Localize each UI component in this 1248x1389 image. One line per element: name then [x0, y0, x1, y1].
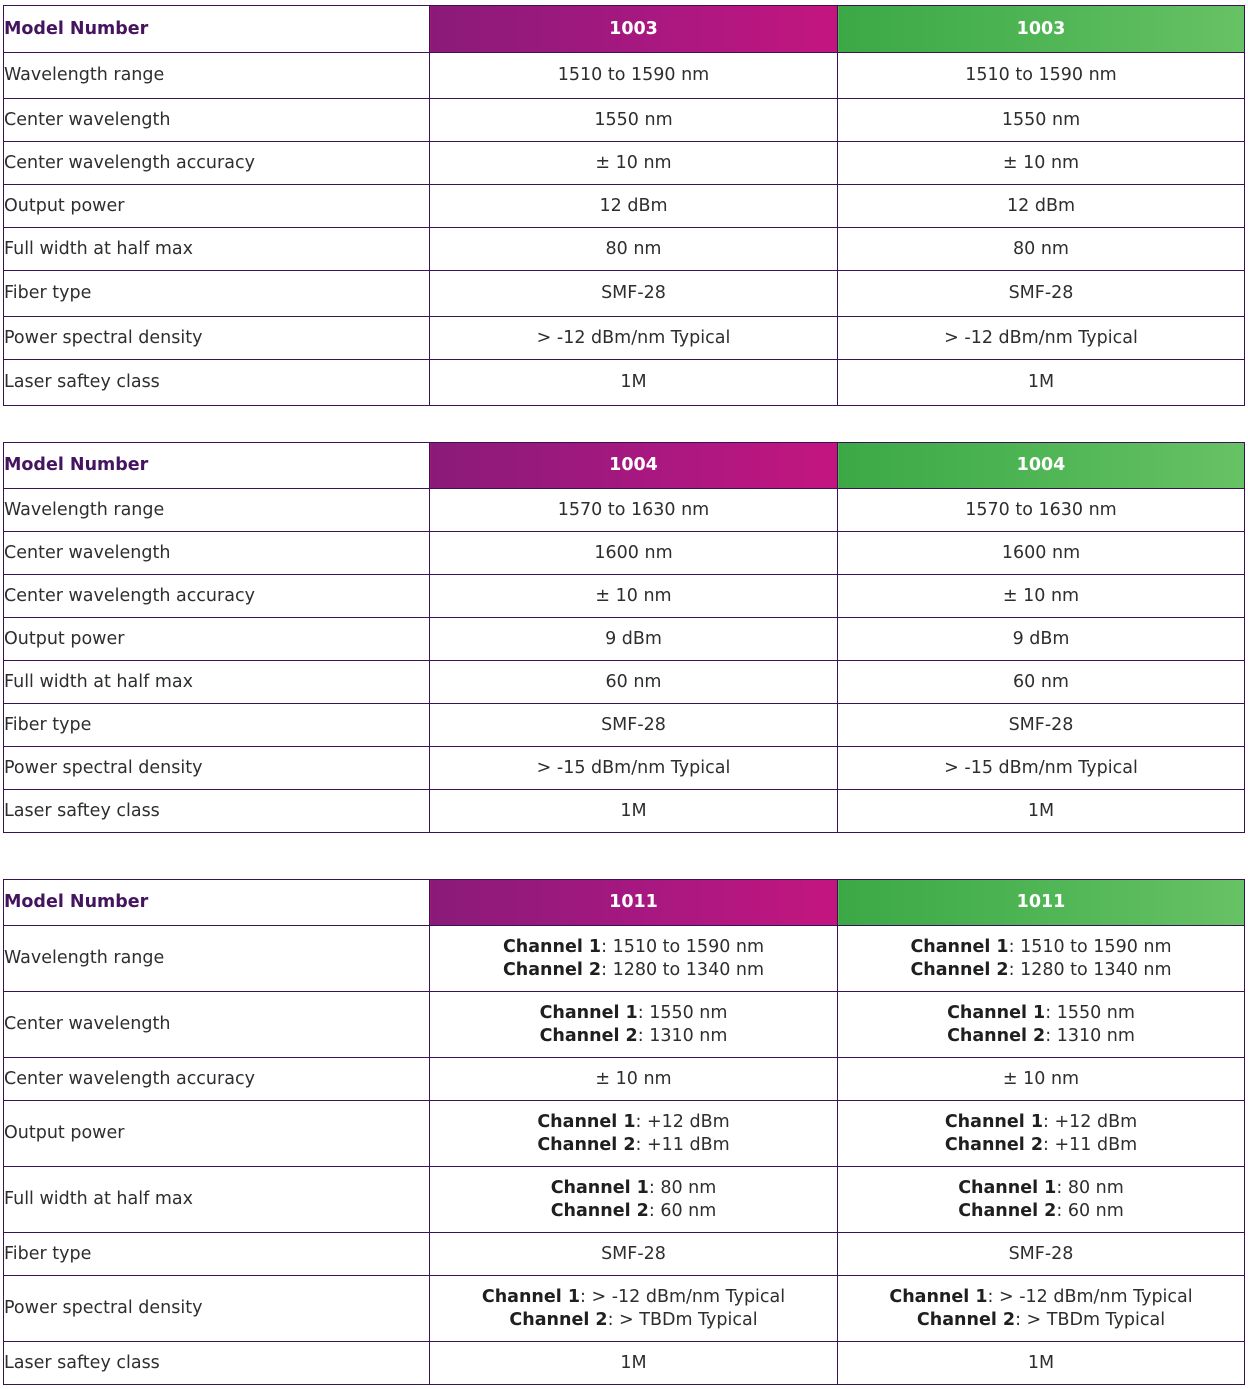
row-value-a: SMF-28	[430, 271, 838, 317]
channel-1-label: Channel 1	[502, 936, 602, 957]
row-value-a: > -12 dBm/nm Typical	[430, 317, 838, 360]
channel-1-value: : +12 dBm	[1043, 1111, 1138, 1132]
row-value-a: 12 dBm	[430, 185, 838, 228]
row-label: Laser saftey class	[4, 1342, 430, 1385]
table-row	[4, 1342, 1245, 1385]
table-row	[4, 618, 1245, 661]
channel-1-label: Channel 1	[550, 1177, 649, 1198]
row-label: Power spectral density	[4, 1276, 430, 1342]
row-value-a	[430, 1167, 838, 1233]
header-label: Model Number	[4, 6, 430, 53]
row-value-a: 1M	[430, 790, 838, 833]
channel-1-line	[430, 1177, 837, 1200]
row-value-b: SMF-28	[838, 704, 1245, 747]
row-label: Center wavelength	[4, 992, 430, 1058]
channel-1-value: : 1550 nm	[637, 1002, 728, 1023]
channel-2-line	[430, 1200, 837, 1223]
row-value-a	[430, 926, 838, 992]
channel-2-line	[838, 1200, 1244, 1223]
channel-1-label: Channel 1	[539, 1002, 638, 1023]
channel-1-value: : > -12 dBm/nm Typical	[987, 1286, 1193, 1307]
row-label: Wavelength range	[4, 926, 430, 992]
table-header-row	[4, 6, 1245, 53]
row-label: Full width at half max	[4, 661, 430, 704]
channel-2-label: Channel 2	[509, 1309, 608, 1330]
channel-1-label: Channel 1	[910, 936, 1009, 957]
channel-2-value: : +11 dBm	[1043, 1134, 1138, 1155]
channel-1-value: : 80 nm	[648, 1177, 717, 1198]
channel-2-value: : +11 dBm	[635, 1134, 730, 1155]
channel-2-label: Channel 2	[947, 1025, 1046, 1046]
channel-1-line	[838, 1177, 1244, 1200]
row-label: Power spectral density	[4, 317, 430, 360]
channel-2-label: Channel 2	[539, 1025, 638, 1046]
table-row	[4, 1276, 1245, 1342]
channel-1-line	[430, 1002, 837, 1025]
row-value-b: > -12 dBm/nm Typical	[838, 317, 1245, 360]
channel-2-value: : 1310 nm	[637, 1025, 728, 1046]
channel-1-line	[430, 1286, 837, 1309]
row-label: Fiber type	[4, 704, 430, 747]
channel-1-line	[838, 936, 1244, 959]
row-label: Wavelength range	[4, 489, 430, 532]
row-value-a: 1570 to 1630 nm	[430, 489, 838, 532]
channel-2-line	[838, 959, 1244, 982]
channel-2-line	[838, 1025, 1244, 1048]
row-label: Wavelength range	[4, 53, 430, 99]
channel-2-line	[430, 959, 837, 982]
table-row	[4, 1167, 1245, 1233]
row-value-a: SMF-28	[430, 704, 838, 747]
row-value-b: 1M	[838, 360, 1245, 406]
row-label: Full width at half max	[4, 228, 430, 271]
channel-2-label: Channel 2	[958, 1200, 1057, 1221]
table-row	[4, 532, 1245, 575]
row-label: Center wavelength	[4, 532, 430, 575]
row-label: Power spectral density	[4, 747, 430, 790]
table-row	[4, 53, 1245, 99]
table-row	[4, 99, 1245, 142]
channel-1-label: Channel 1	[944, 1111, 1044, 1132]
table-row	[4, 790, 1245, 833]
row-value-a: 80 nm	[430, 228, 838, 271]
row-value-a	[430, 992, 838, 1058]
row-value-b: 1510 to 1590 nm	[838, 53, 1245, 99]
channel-2-line	[430, 1025, 837, 1048]
channel-1-value: : 80 nm	[1056, 1177, 1124, 1198]
row-value-a: 9 dBm	[430, 618, 838, 661]
channel-1-value: : 1510 to 1590 nm	[1008, 936, 1172, 957]
row-value-a: SMF-28	[430, 1233, 838, 1276]
row-value-b	[838, 926, 1245, 992]
table-row	[4, 271, 1245, 317]
row-value-b: 9 dBm	[838, 618, 1245, 661]
row-value-b: ± 10 nm	[838, 1058, 1245, 1101]
row-label: Output power	[4, 185, 430, 228]
table-row	[4, 926, 1245, 992]
row-value-b: ± 10 nm	[838, 142, 1245, 185]
row-value-a: 1600 nm	[430, 532, 838, 575]
row-value-a: 1550 nm	[430, 99, 838, 142]
channel-1-label: Channel 1	[947, 1002, 1046, 1023]
table-row	[4, 1101, 1245, 1167]
row-value-b: 1M	[838, 1342, 1245, 1385]
row-value-a	[430, 1101, 838, 1167]
model-number-green: 1011	[838, 880, 1245, 926]
row-value-a	[430, 1276, 838, 1342]
row-label: Laser saftey class	[4, 790, 430, 833]
spec-table-1003	[3, 5, 1245, 406]
table-row	[4, 317, 1245, 360]
row-value-b: 1M	[838, 790, 1245, 833]
row-label: Fiber type	[4, 271, 430, 317]
table-row	[4, 360, 1245, 406]
row-label: Center wavelength accuracy	[4, 142, 430, 185]
table-row	[4, 1058, 1245, 1101]
row-value-a: 60 nm	[430, 661, 838, 704]
row-value-b	[838, 1167, 1245, 1233]
row-value-b: 1570 to 1630 nm	[838, 489, 1245, 532]
row-label: Output power	[4, 1101, 430, 1167]
channel-1-label: Channel 1	[958, 1177, 1057, 1198]
channel-1-label: Channel 1	[889, 1286, 988, 1307]
table-row	[4, 1233, 1245, 1276]
row-value-b	[838, 992, 1245, 1058]
row-label: Center wavelength accuracy	[4, 1058, 430, 1101]
row-value-a: 1M	[430, 360, 838, 406]
model-number-magenta: 1011	[430, 880, 838, 926]
model-number-green: 1003	[838, 6, 1245, 53]
row-value-b: 1600 nm	[838, 532, 1245, 575]
row-label: Laser saftey class	[4, 360, 430, 406]
table-row	[4, 661, 1245, 704]
row-value-b: 60 nm	[838, 661, 1245, 704]
row-label: Center wavelength accuracy	[4, 575, 430, 618]
channel-1-label: Channel 1	[481, 1286, 581, 1307]
channel-2-label: Channel 2	[910, 959, 1009, 980]
channel-1-value: : 1510 to 1590 nm	[601, 936, 765, 957]
channel-1-line	[838, 1002, 1244, 1025]
table-row	[4, 185, 1245, 228]
row-value-b: > -15 dBm/nm Typical	[838, 747, 1245, 790]
channel-2-label: Channel 2	[944, 1134, 1044, 1155]
row-value-b	[838, 1276, 1245, 1342]
row-value-a: 1510 to 1590 nm	[430, 53, 838, 99]
header-label: Model Number	[4, 880, 430, 926]
row-label: Center wavelength	[4, 99, 430, 142]
model-number-magenta: 1003	[430, 6, 838, 53]
table-header-row	[4, 880, 1245, 926]
row-value-a: ± 10 nm	[430, 575, 838, 618]
row-value-b: 12 dBm	[838, 185, 1245, 228]
channel-2-line	[838, 1309, 1244, 1332]
channel-2-value: : > TBDm Typical	[1015, 1309, 1166, 1330]
channel-2-value: : 1280 to 1340 nm	[601, 959, 765, 980]
row-value-b: 80 nm	[838, 228, 1245, 271]
channel-1-line	[430, 1111, 837, 1134]
row-value-a: > -15 dBm/nm Typical	[430, 747, 838, 790]
channel-2-line	[838, 1134, 1244, 1157]
channel-1-line	[838, 1286, 1244, 1309]
row-value-a: 1M	[430, 1342, 838, 1385]
channel-1-value: : > -12 dBm/nm Typical	[580, 1286, 786, 1307]
row-label: Output power	[4, 618, 430, 661]
row-value-a: ± 10 nm	[430, 142, 838, 185]
spec-table-1004	[3, 442, 1245, 833]
channel-2-label: Channel 2	[502, 959, 602, 980]
row-value-b	[838, 1101, 1245, 1167]
channel-1-line	[430, 936, 837, 959]
channel-2-value: : 1310 nm	[1045, 1025, 1135, 1046]
channel-2-line	[430, 1309, 837, 1332]
header-label: Model Number	[4, 443, 430, 489]
table-row	[4, 489, 1245, 532]
spec-table-1011	[3, 879, 1245, 1385]
table-row	[4, 747, 1245, 790]
table-row	[4, 142, 1245, 185]
table-header-row	[4, 443, 1245, 489]
row-value-b: 1550 nm	[838, 99, 1245, 142]
channel-2-value: : > TBDm Typical	[607, 1309, 758, 1330]
model-number-green: 1004	[838, 443, 1245, 489]
table-row	[4, 704, 1245, 747]
model-number-magenta: 1004	[430, 443, 838, 489]
row-value-b: SMF-28	[838, 1233, 1245, 1276]
channel-2-value: : 1280 to 1340 nm	[1008, 959, 1172, 980]
row-value-b: SMF-28	[838, 271, 1245, 317]
channel-2-value: : 60 nm	[648, 1200, 717, 1221]
row-label: Full width at half max	[4, 1167, 430, 1233]
table-row	[4, 575, 1245, 618]
channel-2-label: Channel 2	[550, 1200, 649, 1221]
channel-1-value: : 1550 nm	[1045, 1002, 1135, 1023]
row-value-a: ± 10 nm	[430, 1058, 838, 1101]
row-value-b: ± 10 nm	[838, 575, 1245, 618]
channel-1-line	[838, 1111, 1244, 1134]
channel-2-value: : 60 nm	[1056, 1200, 1124, 1221]
channel-1-label: Channel 1	[537, 1111, 636, 1132]
channel-1-value: : +12 dBm	[635, 1111, 730, 1132]
table-row	[4, 228, 1245, 271]
channel-2-label: Channel 2	[537, 1134, 636, 1155]
channel-2-line	[430, 1134, 837, 1157]
row-label: Fiber type	[4, 1233, 430, 1276]
channel-2-label: Channel 2	[916, 1309, 1016, 1330]
table-row	[4, 992, 1245, 1058]
